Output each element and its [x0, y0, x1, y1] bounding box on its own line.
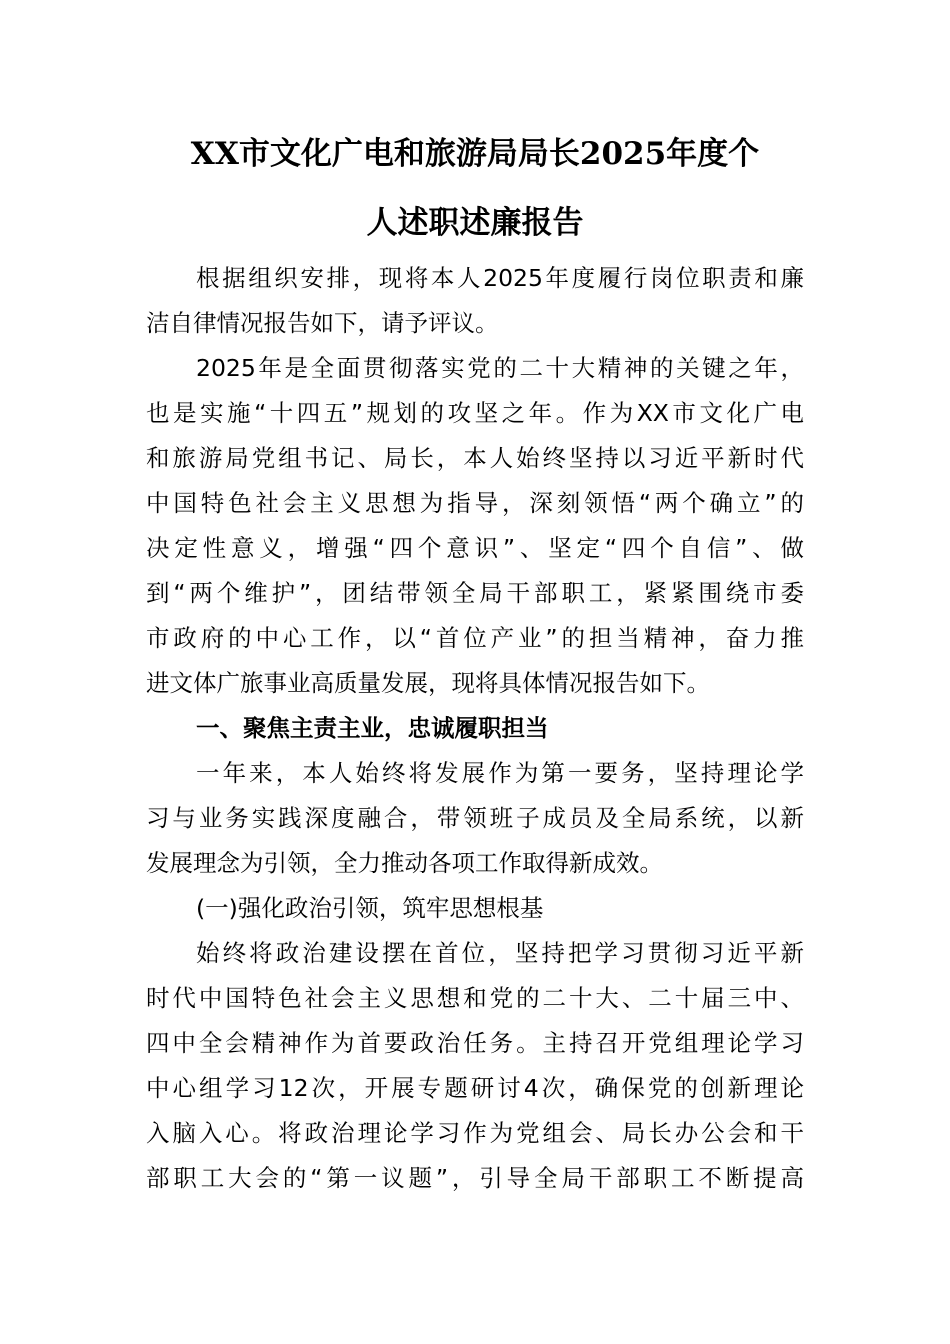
subsection-heading: (一)强化政治引领，筑牢思想根基: [196, 894, 544, 922]
paragraph-line: 洁自律情况报告如下，请予评议。: [146, 309, 499, 337]
paragraph-line: 决定性意义，增强“四个意识”、坚定“四个自信”、做: [146, 534, 804, 562]
paragraph-line: 市政府的中心工作，以“首位产业”的担当精神，奋力推: [146, 624, 804, 652]
paragraph-line: 习与业务实践深度融合，带领班子成员及全局系统，以新: [146, 804, 804, 832]
paragraph-line: 到“两个维护”，团结带领全局干部职工，紧紧围绕市委: [146, 579, 804, 607]
document-title-line-1: XX市文化广电和旅游局局长2025年度个: [190, 136, 760, 172]
paragraph-line: 中国特色社会主义思想为指导，深刻领悟“两个确立”的: [146, 489, 804, 517]
paragraph-line: 四中全会精神作为首要政治任务。主持召开党组理论学习: [146, 1029, 804, 1057]
paragraph-line: 时代中国特色社会主义思想和党的二十大、二十届三中、: [146, 984, 804, 1012]
paragraph-line: 2025年是全面贯彻落实党的二十大精神的关键之年，: [196, 354, 804, 382]
paragraph-line: 中心组学习12次，开展专题研讨4次，确保党的创新理论: [146, 1074, 804, 1102]
paragraph-line: 部职工大会的“第一议题”，引导全局干部职工不断提高: [146, 1164, 804, 1192]
paragraph-line: 根据组织安排，现将本人2025年度履行岗位职责和廉: [196, 264, 804, 292]
paragraph-line: 一年来，本人始终将发展作为第一要务，坚持理论学: [196, 759, 804, 787]
paragraph-line: 也是实施“十四五”规划的攻坚之年。作为XX市文化广电: [146, 399, 804, 427]
paragraph-line: 进文体广旅事业高质量发展，现将具体情况报告如下。: [146, 669, 710, 697]
paragraph-line: 发展理念为引领，全力推动各项工作取得新成效。: [146, 849, 663, 877]
document-title-line-2: 人述职述廉报告: [366, 205, 584, 241]
paragraph-line: 始终将政治建设摆在首位，坚持把学习贯彻习近平新: [196, 939, 804, 967]
paragraph-line: 入脑入心。将政治理论学习作为党组会、局长办公会和干: [146, 1119, 804, 1147]
section-heading: 一、聚焦主责主业，忠诚履职担当: [196, 714, 549, 742]
paragraph-line: 和旅游局党组书记、局长，本人始终坚持以习近平新时代: [146, 444, 804, 472]
